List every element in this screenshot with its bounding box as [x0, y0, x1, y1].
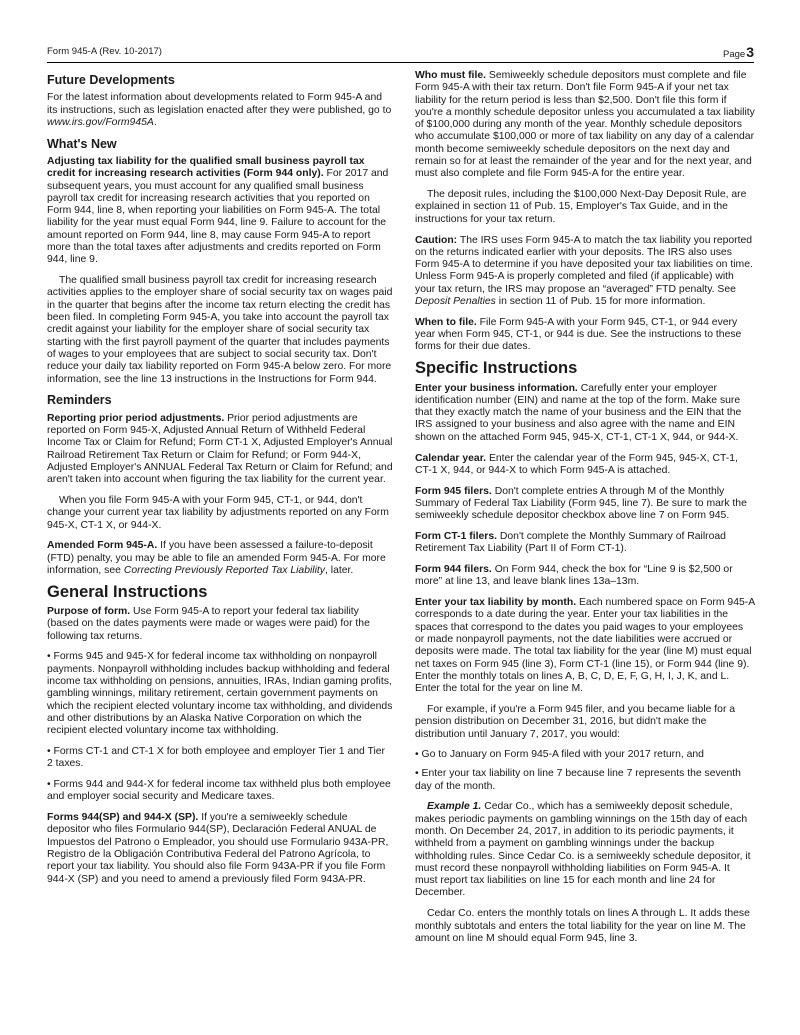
who-must-file-paragraph: Who must file. Semiweekly schedule depositors must complete and file Form 945-A with their tax return. Don't file Form 945-A if your net tax liability for the return period is less than $2,500. Don't file this form if you're a monthly schedule depositor unless you accumulated a tax liability of $100,000 during any month of the year. Monthly schedule depositors who accumulate $100,000 or more of tax liability on any day of a calendar month become semiweekly schedule depositors on the next day and remain so for at least the remainder of the year and for the next year, and must also complete and file Form 945-A for the entire year.	[415, 70, 755, 180]
bullet-forms-944: • Forms 944 and 944-X for federal income tax withheld plus both employee and employer social security and Medicare taxes.	[47, 779, 391, 803]
prior-period-paragraph: Reporting prior period adjustments. Prior period adjustments are reported on Form 945-X, Adjusted Annual Return of Withheld Federal Income Tax or Claim for Refund; Form CT-1 X, Adjusted Employer's Annual Railroad Retirement Tax Return or Claim for Refund; or Form 944-X, Adjusted Employer's ANNUAL Federal Tax Return or Claim for Refund; and aren't taken into account when figuring the tax liability for the current year.	[47, 412, 393, 486]
calendar-year-paragraph: Calendar year. Enter the calendar year of the Form 945, 945-X, CT-1, CT-1 X, 944, or 944-X to which Form 945-A is attached.	[415, 452, 738, 476]
page-number: 3	[746, 44, 754, 60]
deposit-rules-paragraph: The deposit rules, including the $100,000 Next-Day Deposit Rule, are explained in section 11 of Pub. 15, Employer's Tax Guide, and in the instructions for your tax return.	[415, 189, 747, 225]
page-word: Page	[723, 49, 746, 60]
form-945-filers-paragraph: Form 945 filers. Don't complete entries A through M of the Monthly Summary of Federal Tax Liability (Form 945, line 7). Be sure to mark the semiweekly schedule depositor checkbox above line 7 on Form 945.	[415, 485, 747, 522]
example-1-paragraph: Example 1. Cedar Co., which has a semiweekly deposit schedule, makes periodic payments on gambling winnings on the 15th day of each month. On December 24, 2017, in addition to its periodic payments, it withheld from a payment on gambling winnings under the backup withholding rules. Since Cedar Co. is a semiweekly schedule depositor, it must record these nonpayroll withholding liabilities on Form 945-A. It must report tax liabilities on line 15 for each month and line 24 for December.	[415, 801, 751, 899]
credit-paragraph-2: The qualified small business payroll tax credit for increasing research activities applies to the employer share of social security tax on wages paid in the quarter that begins after the income tax return electing the credit has been filed. In completing Form 945-A, you take into account the payroll tax credit against your liability for the employer share of social security tax starting with the first payroll payment of the quarter that includes payments of wages to your employees that are subject to social security tax. Don't reduce your daily tax liability reported on Form 945-A below zero. For more information, see the line 13 instructions in the Instructions for Form 944.	[47, 275, 393, 385]
right-column	[415, 70, 755, 954]
example-intro-paragraph: For example, if you're a Form 945 filer, and you became liable for a pension distribution on December 31, 2016, but didn't make the distribution until January 7, 2017, you would:	[415, 704, 736, 740]
tax-liability-by-month-paragraph: Enter your tax liability by month. Each numbered space on Form 945-A corresponds to a date during the year. Enter your tax liabilities in the spaces that correspond to the dates you paid wages to your employees or made nonpayroll payments, not the date liabilities were accrued or deposits were made. The total tax liability for the year (line M) must equal net taxes on Form 945 (line 3), Form CT-1 (line 15), or Form 944 (line 9). Enter the monthly totals on lines A, B, C, D, E, F, G, H, I, J, K, and L. Enter the total for the year on line M.	[415, 597, 755, 695]
example-bullet-1: • Go to January on Form 945-A filed with your 2017 return, and	[415, 749, 704, 761]
form-ct1-filers-paragraph: Form CT-1 filers. Don't complete the Monthly Summary of Railroad Retirement Tax Liability (Part II of Form CT-1).	[415, 531, 726, 555]
business-info-paragraph: Enter your business information. Carefully enter your employer identification number (EIN) and name at the top of the form. Make sure that they exactly match the name of your business and the EIN that the IRS assigned to your business and also agree with the name and EIN shown on the attached Form 945, 945-X, CT-1, CT-1 X, 944, or 944-X.	[415, 382, 742, 443]
left-column	[47, 70, 393, 894]
bullet-forms-945: • Forms 945 and 945-X for federal income tax withholding on nonpayroll payments. Nonpayroll withholding includes backup withholding and federal income tax withholding on pensions, annuities, IRAs, Indian gaming profits, gambling winnings, military retirement, certain government payments on which the recipient elected voluntary income tax withholding, and dividends and other distributions by an Alaska Native Corporation on which the recipient elected voluntary income tax withholding.	[47, 651, 393, 737]
page-indicator	[723, 44, 754, 60]
bullet-forms-ct1: • Forms CT-1 and CT-1 X for both employee and employer Tier 1 and Tier 2 taxes.	[47, 745, 386, 770]
purpose-paragraph: Purpose of form. Use Form 945-A to report your federal tax liability (based on the dates payments were made or wages were paid) for the following tax returns.	[47, 605, 370, 642]
spanish-forms-paragraph: Forms 944(SP) and 944-X (SP). If you're a semiweekly schedule depositor who files Formulario 944(SP), Declaración Federal ANUAL de Impuestos del Patrono o Empleador, you should use Formulario 943A-PR, Registro de la Obligación Contributiva Federal del Patrono Agrícola, to report your tax liability. You should also file Form 943A-PR if you file Form 944-X (SP) and you need to amend a previously filed Form 943A-PR.	[47, 812, 389, 885]
form-944-filers-paragraph: Form 944 filers. On Form 944, check the box for “Line 9 is $2,500 or more” at line 13, and leave blank lines 13a–13m.	[415, 564, 733, 588]
form-label: Form 945-A (Rev. 10-2017)	[47, 46, 162, 57]
future-paragraph: For the latest information about developments related to Form 945-A and its instructions, such as legislation enacted after they were published, go to www.irs.gov/Form945A.	[47, 92, 392, 128]
reminders-heading: Reminders	[47, 393, 112, 408]
future-url-link[interactable]: www.irs.gov/Form945A	[47, 116, 154, 128]
specific-instructions-heading: Specific Instructions	[415, 359, 578, 378]
whats-new-heading: What's New	[47, 136, 117, 151]
general-instructions-heading: General Instructions	[47, 582, 208, 601]
caution-paragraph: Caution: The IRS uses Form 945-A to match the tax liability you reported on the returns indicated earlier with your deposits. The IRS also uses Form 945-A to determine if you have deposited your tax liabilities on time. Unless Form 945-A is properly completed and filed (if applicable) with your tax return, the IRS may propose an “averaged” FTD penalty. See Deposit Penalties in section 11 of Pub. 15 for more information.	[415, 234, 753, 308]
when-to-file-paragraph: When to file. File Form 945-A with your Form 945, CT-1, or 944 every year when Form 945, CT-1, or 944 is due. See the instructions to these forms for their due dates.	[415, 316, 742, 353]
header-rule	[47, 62, 754, 63]
cedar-totals-paragraph: Cedar Co. enters the monthly totals on lines A through L. It adds these monthly subtotals and enters the total liability for the year on line M. The amount on line M should equal Form 945, line 3.	[415, 908, 750, 944]
example-bullet-2: • Enter your tax liability on line 7 because line 7 represents the seventh day of the month.	[415, 768, 741, 792]
credit-paragraph: Adjusting tax liability for the qualified small business payroll tax credit for increasing research activities (Form 944 only). For 2017 and subsequent years, you must account for any qualified small business payroll tax credit for increasing research activities that you reported on Form 944, line 8, when reporting your liabilities on Form 945-A. The total liability for the year must equal Form 944, line 9. Failure to account for the amount reported on Form 944, line 8, may cause Form 945-A to report more than the total taxes after adjustments and credits reported on Form 944, line 9.	[47, 155, 389, 266]
prior-period-paragraph-2: When you file Form 945-A with your Form 945, CT-1, or 944, don't change your current year tax liability by adjustments reported on any Form 945-X, CT-1 X, or 944-X.	[47, 494, 389, 531]
future-developments-heading: Future Developments	[47, 73, 175, 87]
amended-paragraph: Amended Form 945-A. If you have been assessed a failure-to-deposit (FTD) penalty, you may be able to file an amended Form 945-A. For more information, see Correcting Previously Reported Tax Liability, later.	[47, 540, 386, 576]
